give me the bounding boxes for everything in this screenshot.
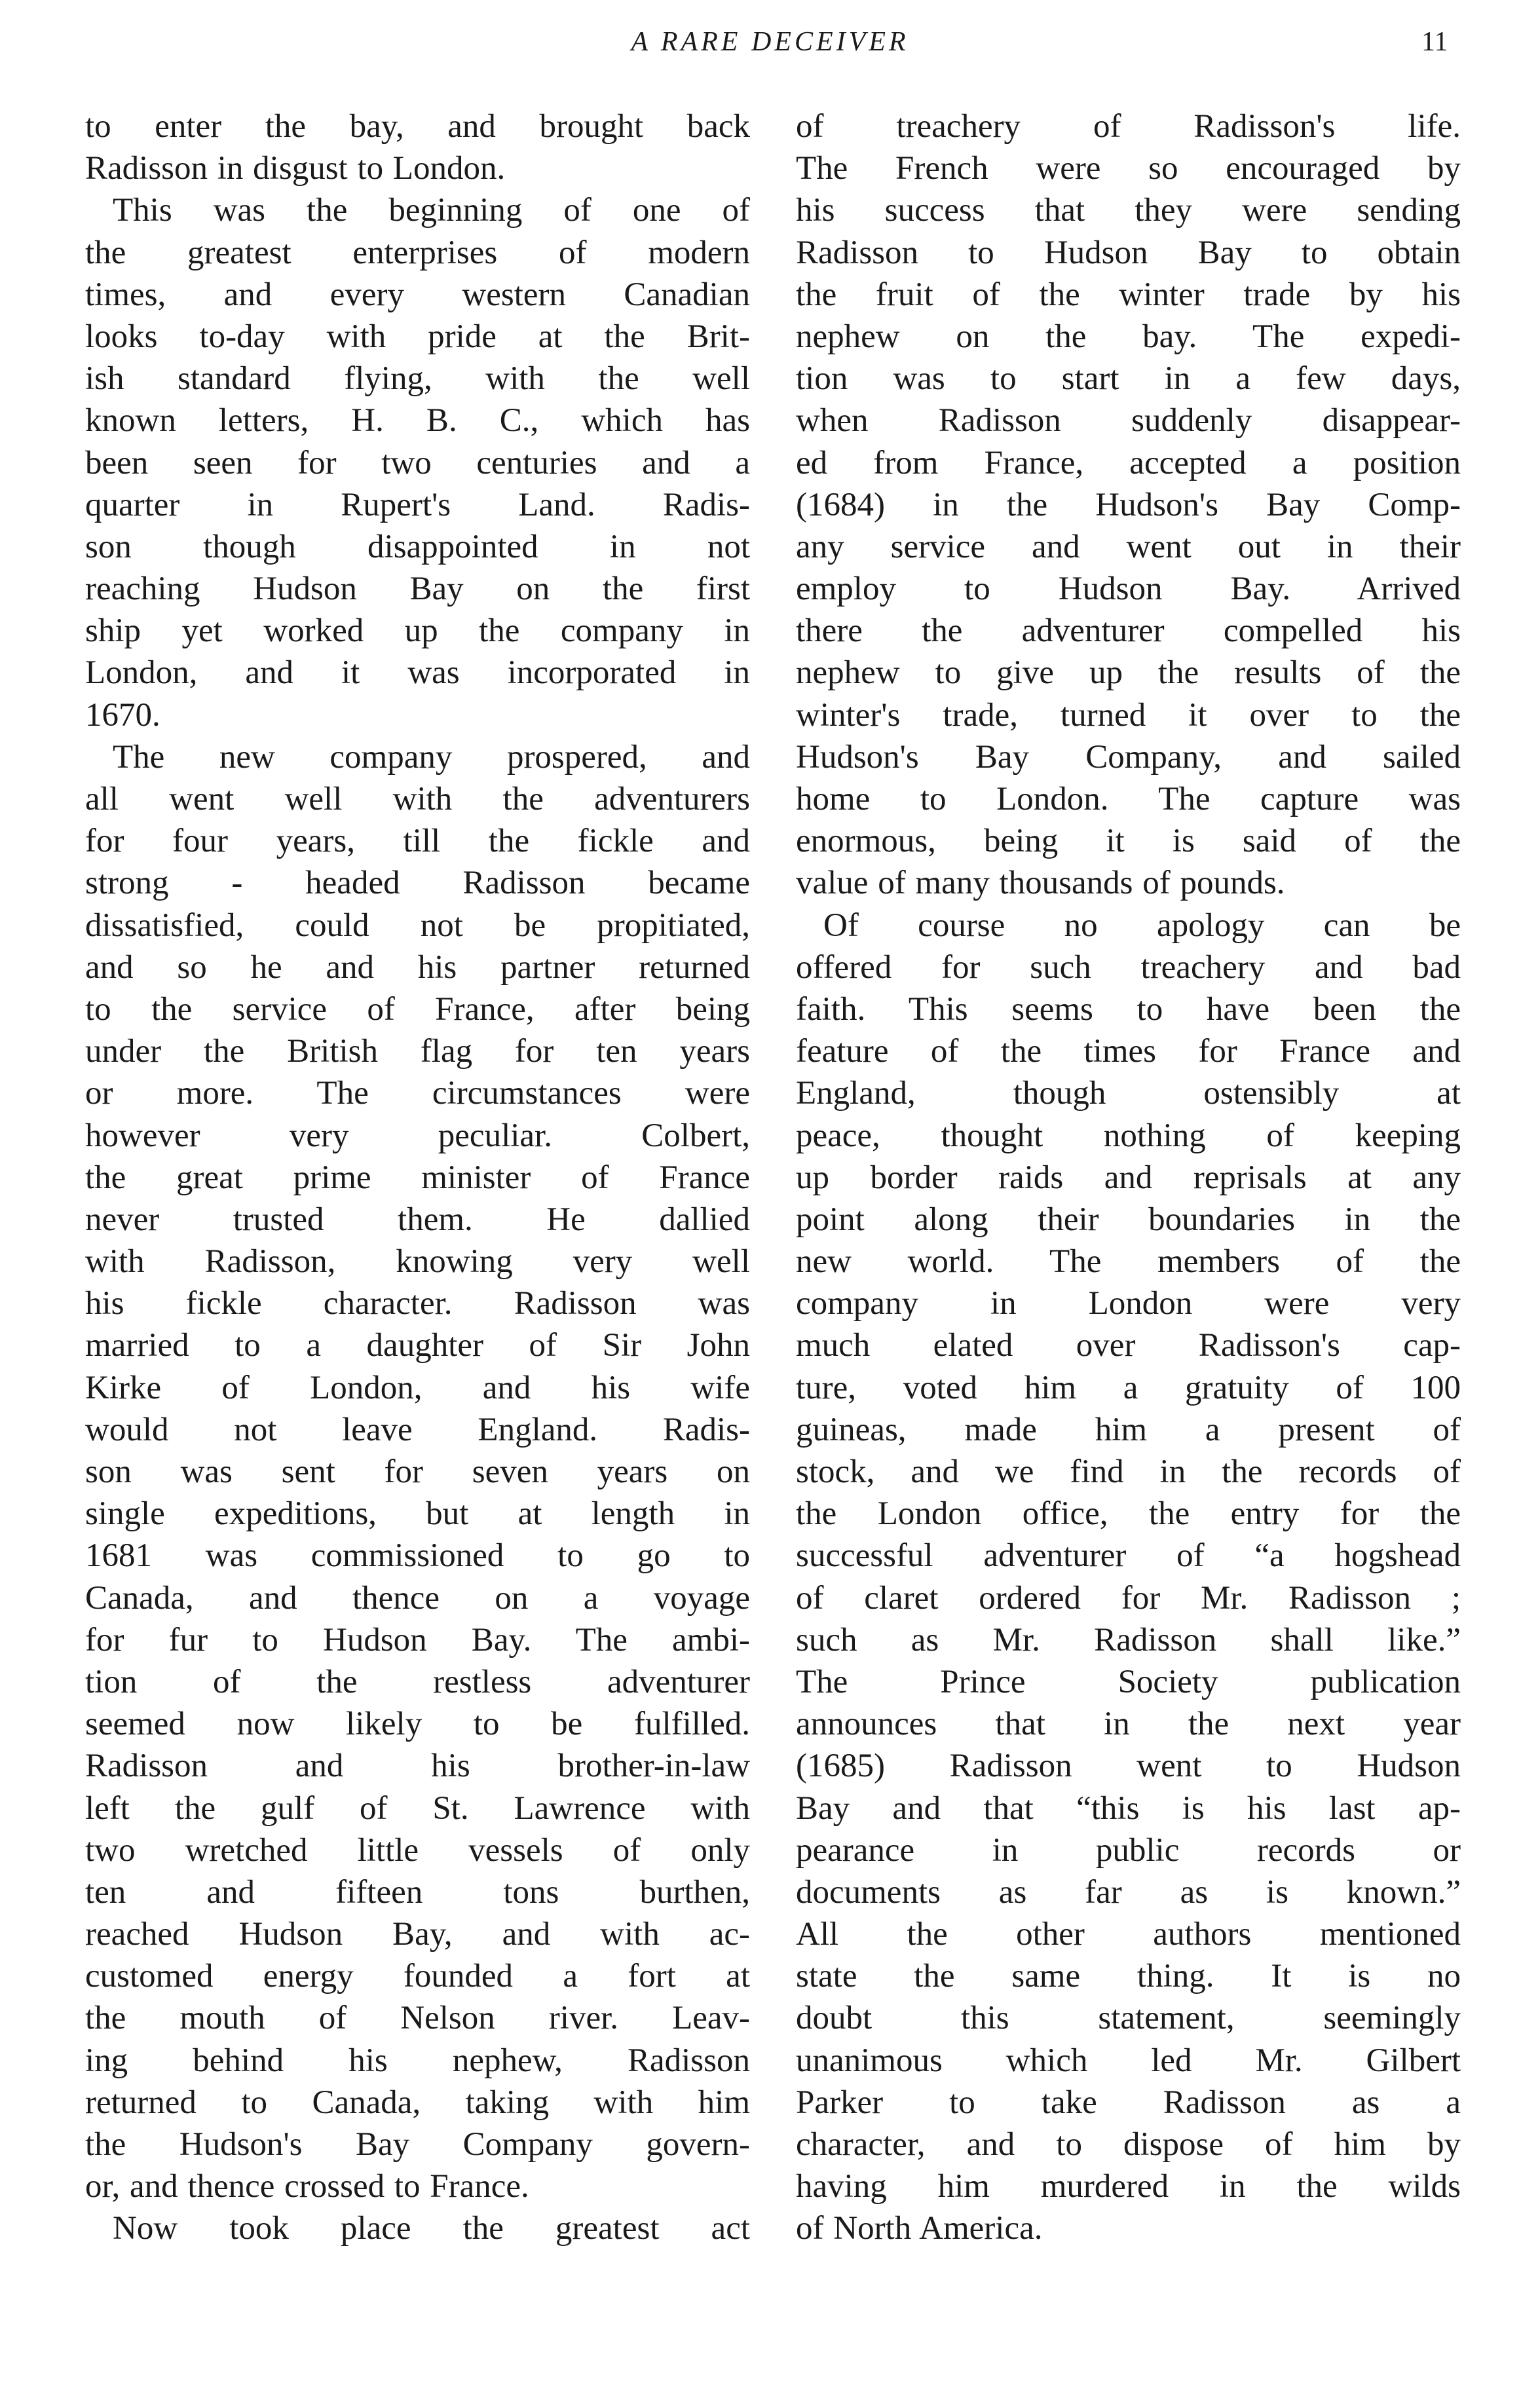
- page-number: 11: [1421, 27, 1448, 57]
- text-line: single expeditions, but at length in: [85, 1495, 750, 1533]
- paragraph: [85, 736, 750, 2208]
- text-line: any service and went out in their: [796, 528, 1461, 565]
- text-line: the great prime minister of France: [85, 1159, 750, 1196]
- text-line: Radisson in disgust to London.: [85, 150, 506, 187]
- text-line: announces that in the next year: [796, 1706, 1461, 1743]
- text-line: England, though ostensibly at: [796, 1075, 1461, 1112]
- text-line: quarter in Rupert's Land. Radis-: [85, 486, 750, 523]
- text-line: would not leave England. Radis-: [85, 1411, 750, 1448]
- text-line: the fruit of the winter trade by his: [796, 276, 1461, 313]
- text-line: doubt this statement, seemingly: [796, 2000, 1461, 2037]
- text-line: known letters, H. B. C., which has: [85, 402, 750, 440]
- text-line: unanimous which led Mr. Gilbert: [796, 2042, 1461, 2079]
- text-line: times, and every western Canadian: [85, 276, 750, 313]
- text-line: point along their boundaries in the: [796, 1201, 1461, 1238]
- text-line: (1685) Radisson went to Hudson: [796, 1748, 1461, 1785]
- text-line: ing behind his nephew, Radisson: [85, 2042, 750, 2079]
- text-line: never trusted them. He dallied: [85, 1201, 750, 1238]
- text-line: when Radisson suddenly disappear-: [796, 402, 1461, 440]
- text-line: strong - headed Radisson became: [85, 865, 750, 902]
- text-line: ed from France, accepted a position: [796, 444, 1461, 481]
- text-line: looks to-day with pride at the Brit-: [85, 318, 750, 355]
- text-line: nephew on the bay. The expedi-: [796, 318, 1461, 355]
- text-line: nephew to give up the results of the: [796, 654, 1461, 692]
- text-line: character, and to dispose of him by: [796, 2126, 1461, 2163]
- text-line: been seen for two centuries and a: [85, 444, 750, 481]
- text-line: winter's trade, turned it over to the: [796, 696, 1461, 734]
- text-line: son though disappointed in not: [85, 528, 750, 565]
- text-line: of claret ordered for Mr. Radisson ;: [796, 1579, 1461, 1617]
- text-line: his fickle character. Radisson was: [85, 1285, 750, 1322]
- text-line: married to a daughter of Sir John: [85, 1327, 750, 1364]
- text-line: two wretched little vessels of only: [85, 1831, 750, 1869]
- text-line: the mouth of Nelson river. Leav-: [85, 2000, 750, 2037]
- text-line: ish standard flying, with the well: [85, 360, 750, 398]
- text-line: and so he and his partner returned: [85, 948, 750, 986]
- running-title: A RARE DECEIVER: [631, 27, 909, 57]
- text-line: stock, and we find in the records of: [796, 1453, 1461, 1490]
- text-line: up border raids and reprisals at any: [796, 1159, 1461, 1196]
- text-line: reached Hudson Bay, and with ac-: [85, 1916, 750, 1953]
- text-line: Radisson and his brother-in-law: [85, 1748, 750, 1785]
- text-line: to enter the bay, and brought back: [85, 108, 750, 145]
- text-line: 1681 was commissioned to go to: [85, 1537, 750, 1575]
- text-line: state the same thing. It is no: [796, 1958, 1461, 1995]
- text-line: London, and it was incorporated in: [85, 654, 750, 692]
- text-line: the London office, the entry for the: [796, 1495, 1461, 1533]
- text-line: successful adventurer of “a hogshead: [796, 1537, 1461, 1575]
- text-line: employ to Hudson Bay. Arrived: [796, 571, 1461, 608]
- text-line: such as Mr. Radisson shall like.”: [796, 1621, 1461, 1658]
- text-line: All the other authors mentioned: [796, 1916, 1461, 1953]
- text-line: for fur to Hudson Bay. The ambi-: [85, 1621, 750, 1658]
- paragraph: [85, 189, 750, 736]
- right-column: [796, 105, 1461, 2250]
- text-line: of treachery of Radisson's life.: [796, 108, 1461, 145]
- text-line: for four years, till the fickle and: [85, 823, 750, 860]
- text-line: Radisson to Hudson Bay to obtain: [796, 234, 1461, 271]
- text-line: (1684) in the Hudson's Bay Comp-: [796, 486, 1461, 523]
- text-line: Kirke of London, and his wife: [85, 1369, 750, 1406]
- text-line: ten and fifteen tons burthen,: [85, 1873, 750, 1911]
- paragraph: [796, 105, 1461, 905]
- text-line: new world. The members of the: [796, 1243, 1461, 1281]
- page-header: [0, 26, 1540, 66]
- text-line: pearance in public records or: [796, 1831, 1461, 1869]
- text-line: Of course no apology can be: [823, 907, 1461, 944]
- text-line: The French were so encouraged by: [796, 150, 1461, 187]
- text-line: value of many thousands of pounds.: [796, 865, 1285, 902]
- text-line: customed energy founded a fort at: [85, 1958, 750, 1995]
- text-line: tion of the restless adventurer: [85, 1663, 750, 1700]
- text-line: all went well with the adventurers: [85, 781, 750, 817]
- paragraph: [85, 105, 750, 189]
- text-line: there the adventurer compelled his: [796, 612, 1461, 650]
- text-line: 1670.: [85, 696, 160, 734]
- text-line: having him murdered in the wilds: [796, 2168, 1461, 2205]
- text-line: Parker to take Radisson as a: [796, 2084, 1461, 2121]
- text-line: documents as far as is known.”: [796, 1873, 1461, 1911]
- paragraph: [85, 2207, 750, 2249]
- text-line: reaching Hudson Bay on the first: [85, 571, 750, 608]
- text-line: Now took place the greatest act: [113, 2210, 750, 2247]
- text-line: or more. The circumstances were: [85, 1075, 750, 1112]
- text-line: left the gulf of St. Lawrence with: [85, 1789, 750, 1827]
- text-line: feature of the times for France and: [796, 1033, 1461, 1070]
- text-line: The new company prospered, and: [113, 738, 750, 776]
- text-line: Canada, and thence on a voyage: [85, 1579, 750, 1617]
- text-line: faith. This seems to have been the: [796, 990, 1461, 1028]
- text-line: the greatest enterprises of modern: [85, 234, 750, 271]
- text-line: This was the beginning of one of: [113, 192, 750, 229]
- text-line: however very peculiar. Colbert,: [85, 1117, 750, 1154]
- text-line: offered for such treachery and bad: [796, 948, 1461, 986]
- text-line: the Hudson's Bay Company govern-: [85, 2126, 750, 2163]
- text-line: seemed now likely to be fulfilled.: [85, 1706, 750, 1743]
- text-line: Hudson's Bay Company, and sailed: [796, 738, 1461, 776]
- text-line: peace, thought nothing of keeping: [796, 1117, 1461, 1154]
- text-line: his success that they were sending: [796, 192, 1461, 229]
- text-line: tion was to start in a few days,: [796, 360, 1461, 398]
- text-line: under the British flag for ten years: [85, 1033, 750, 1070]
- text-line: enormous, being it is said of the: [796, 823, 1461, 860]
- text-line: son was sent for seven years on: [85, 1453, 750, 1490]
- text-line: home to London. The capture was: [796, 781, 1461, 817]
- text-line: company in London were very: [796, 1285, 1461, 1322]
- text-line: returned to Canada, taking with him: [85, 2084, 750, 2121]
- text-line: ture, voted him a gratuity of 100: [796, 1369, 1461, 1406]
- text-line: much elated over Radisson's cap-: [796, 1327, 1461, 1364]
- text-line: or, and thence crossed to France.: [85, 2168, 529, 2205]
- paragraph: [796, 905, 1461, 2250]
- text-line: The Prince Society publication: [796, 1663, 1461, 1700]
- left-column: [85, 105, 750, 2250]
- text-line: Bay and that “this is his last ap-: [796, 1789, 1461, 1827]
- text-line: dissatisfied, could not be propitiated,: [85, 907, 750, 944]
- text-line: ship yet worked up the company in: [85, 612, 750, 650]
- text-line: of North America.: [796, 2210, 1043, 2247]
- text-line: to the service of France, after being: [85, 990, 750, 1028]
- text-line: with Radisson, knowing very well: [85, 1243, 750, 1281]
- text-line: guineas, made him a present of: [796, 1411, 1461, 1448]
